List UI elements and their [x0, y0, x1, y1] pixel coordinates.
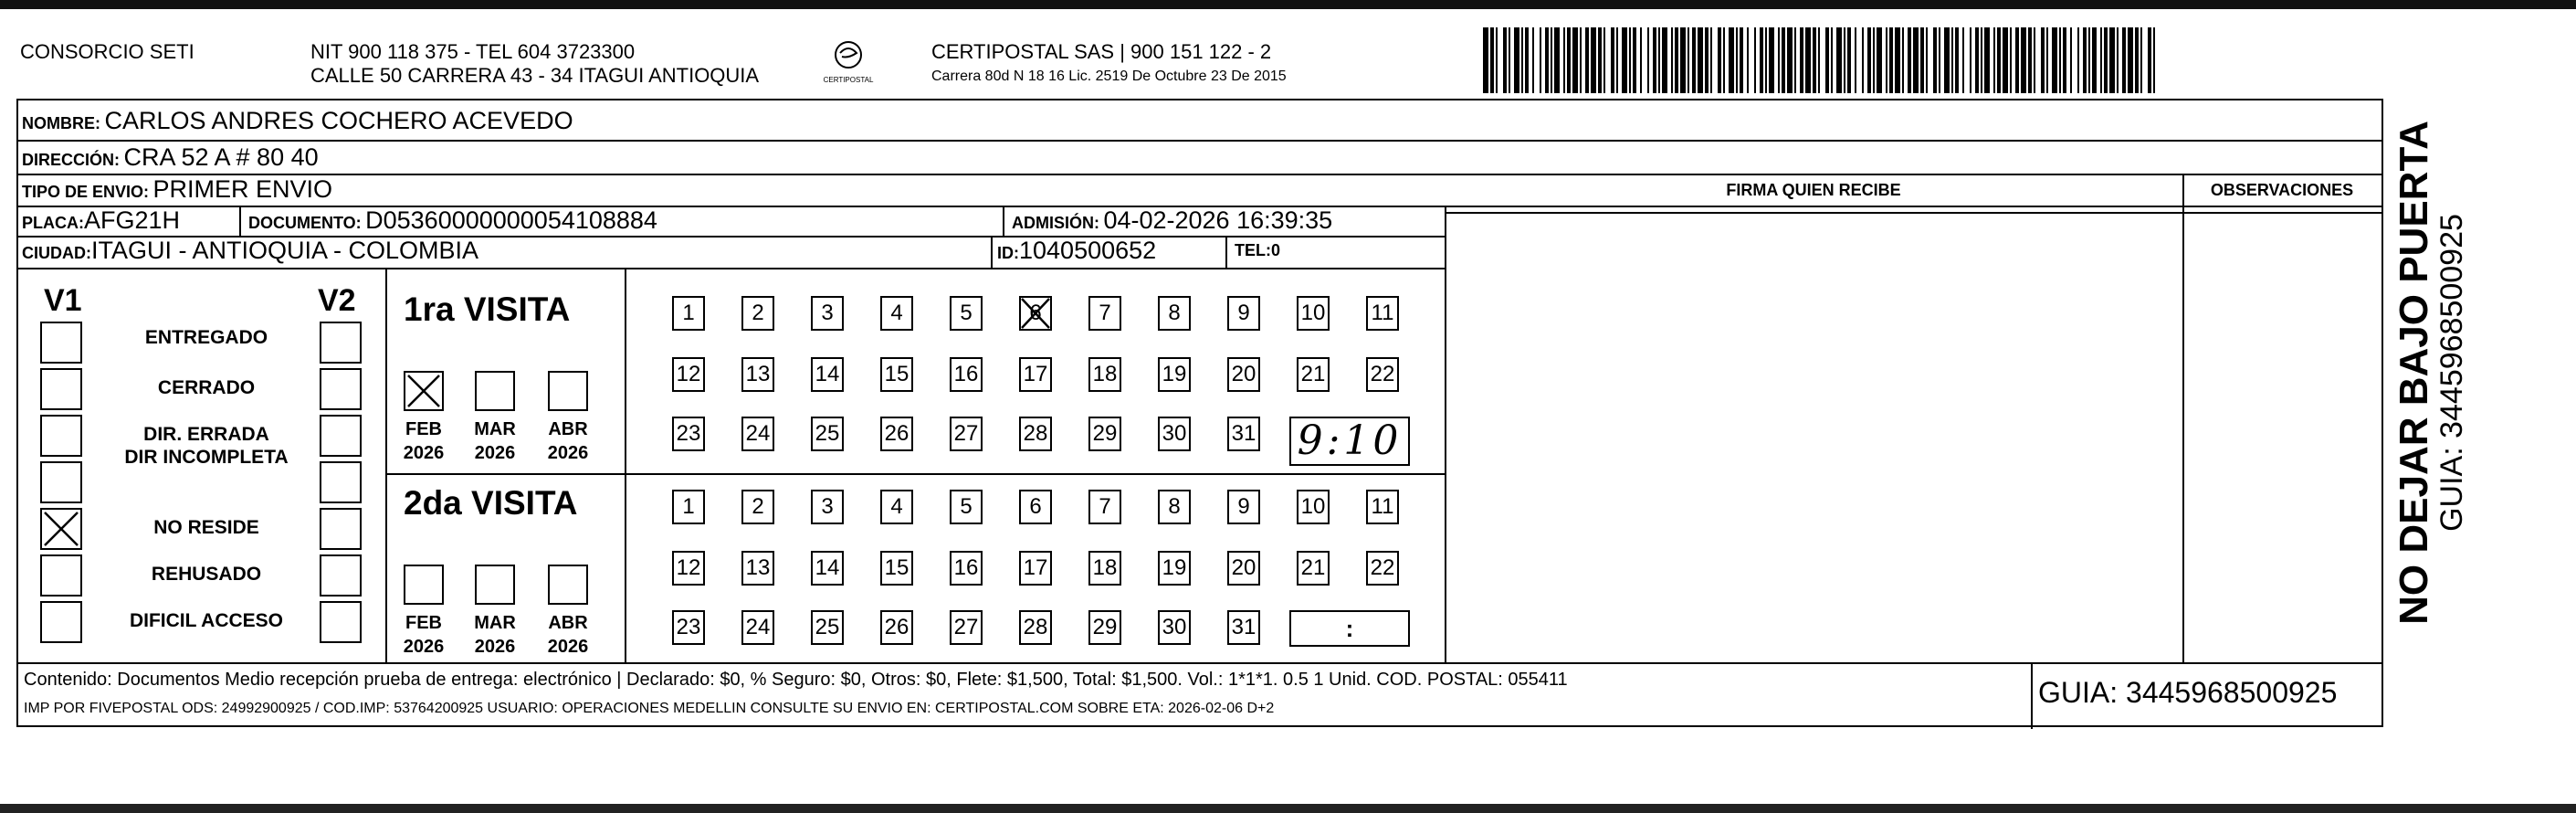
visit2-day-box[interactable]: 4: [880, 490, 913, 524]
visit2-day-box[interactable]: 27: [950, 610, 983, 645]
visit2-month-box[interactable]: [404, 565, 444, 605]
visit1-month-label: ABR: [548, 419, 588, 439]
visit1-day-box[interactable]: 13: [741, 357, 774, 392]
documento-label: DOCUMENTO:: [248, 214, 362, 232]
v2-header: V2: [318, 283, 356, 318]
visit1-day-box[interactable]: 8: [1158, 296, 1191, 331]
v2-checkbox[interactable]: [320, 601, 362, 643]
visit1-day-box[interactable]: 23: [672, 417, 705, 451]
nit-line: NIT 900 118 375 - TEL 604 3723300: [310, 40, 636, 63]
visit2-day-box[interactable]: 3: [811, 490, 844, 524]
visit1-day-box[interactable]: 26: [880, 417, 913, 451]
barcode: [1483, 27, 2159, 93]
side-guia-text: GUIA: 3445968500925: [2434, 214, 2469, 532]
visit1-day-box[interactable]: 22: [1366, 357, 1399, 392]
tipo-envio-label: TIPO DE ENVIO:: [22, 183, 150, 201]
visit1-day-box[interactable]: 2: [741, 296, 774, 331]
visit2-day-box[interactable]: 12: [672, 551, 705, 586]
no-dejar-text: NO DEJAR BAJO PUERTA: [2392, 121, 2436, 625]
visit2-day-box[interactable]: 29: [1088, 610, 1121, 645]
license-line: Carrera 80d N 18 16 Lic. 2519 De Octubre 23 De 2015: [931, 69, 1287, 84]
visit1-month-box[interactable]: [548, 371, 588, 411]
visit1-day-box[interactable]: 7: [1088, 296, 1121, 331]
admision-label: ADMISIÓN:: [1012, 214, 1099, 232]
visit1-day-box[interactable]: 25: [811, 417, 844, 451]
status-label: ENTREGADO: [144, 327, 268, 348]
footer-guia: GUIA: 3445968500925: [2038, 676, 2338, 709]
visit2-day-box[interactable]: 30: [1158, 610, 1191, 645]
v1-checkbox[interactable]: [40, 601, 82, 643]
visit1-day-box[interactable]: 14: [811, 357, 844, 392]
visit1-day-box[interactable]: 20: [1227, 357, 1260, 392]
status-label: DIR. ERRADA: [143, 424, 269, 445]
visit1-day-box[interactable]: 16: [950, 357, 983, 392]
visit2-day-box[interactable]: 31: [1227, 610, 1260, 645]
v1-checkbox[interactable]: [40, 322, 82, 364]
visit2-month-box[interactable]: [475, 565, 515, 605]
visit2-day-box[interactable]: 20: [1227, 551, 1260, 586]
visit2-day-box[interactable]: 17: [1019, 551, 1052, 586]
status-label: DIR INCOMPLETA: [124, 447, 289, 468]
bottom-border: [0, 804, 2576, 813]
v1-header: V1: [44, 283, 82, 318]
visit2-day-box[interactable]: 15: [880, 551, 913, 586]
visit2-month-year: 2026: [403, 637, 445, 657]
tel-label: TEL:: [1235, 241, 1271, 259]
visit1-time-box[interactable]: [1289, 417, 1410, 466]
visit1-day-box[interactable]: 21: [1297, 357, 1330, 392]
visit2-time-box[interactable]: [1289, 610, 1410, 647]
imp-text: IMP POR FIVEPOSTAL ODS: 24992900925 / COD.IMP: 53764200925 USUARIO: OPERACIONES MEDELLIN CONSULTE SU ENVIO EN: CERTIPOSTAL.COM SOBRE ETA: 2026-02-06 D+2: [24, 701, 1275, 716]
company-name: CONSORCIO SETI: [20, 40, 195, 63]
id-label: ID:: [997, 244, 1019, 262]
admision-value: 04-02-2026 16:39:35: [1103, 206, 1333, 234]
visit1-day-box[interactable]: 5: [950, 296, 983, 331]
visit2-day-box[interactable]: 26: [880, 610, 913, 645]
visit1-day-box[interactable]: 17: [1019, 357, 1052, 392]
visit2-day-box[interactable]: 23: [672, 610, 705, 645]
v1-checkbox[interactable]: [40, 368, 82, 410]
visit1-day-box[interactable]: 27: [950, 417, 983, 451]
v2-checkbox[interactable]: [320, 461, 362, 503]
visit1-day-box[interactable]: 6: [1019, 296, 1052, 331]
visit2-day-box[interactable]: 2: [741, 490, 774, 524]
v1-checkbox[interactable]: [40, 508, 82, 550]
visit2-day-box[interactable]: 7: [1088, 490, 1121, 524]
nombre-value: CARLOS ANDRES COCHERO ACEVEDO: [104, 107, 573, 134]
visit2-month-label: FEB: [405, 613, 442, 633]
direccion-label: DIRECCIÓN:: [22, 151, 120, 169]
visit2-day-box[interactable]: 13: [741, 551, 774, 586]
visit1-month-label: FEB: [405, 419, 442, 439]
visit2-day-box[interactable]: 16: [950, 551, 983, 586]
v1-checkbox[interactable]: [40, 554, 82, 597]
day-x-mark: [1019, 296, 1052, 340]
visit1-day-box[interactable]: 31: [1227, 417, 1260, 451]
visit2-month-box[interactable]: [548, 565, 588, 605]
ciudad-value: ITAGUI - ANTIOQUIA - COLOMBIA: [91, 237, 479, 264]
certipostal-logo: [816, 37, 880, 88]
visit1-day-box[interactable]: 15: [880, 357, 913, 392]
visit2-day-box[interactable]: 25: [811, 610, 844, 645]
logo-text: CERTIPOSTAL: [823, 76, 874, 84]
contenido-text: Contenido: Documentos Medio recepción prueba de entrega: electrónico | Declarado: $0, % Seguro: $0, Otros: $0, Flete: $1,500, Total: $1,500. Vol.: 1*1*1. 0.5 1 Unid. COD. POSTAL: 055411: [24, 670, 1568, 690]
visit2-month-year: 2026: [547, 637, 589, 657]
visit1-month-label: MAR: [474, 419, 516, 439]
placa-value: AFG21H: [84, 206, 181, 234]
visit2-day-box[interactable]: 6: [1019, 490, 1052, 524]
side-notice: [2391, 108, 2473, 638]
documento-value: D05360000000054108884: [365, 206, 657, 234]
placa-label: PLACA:: [22, 214, 84, 232]
visit2-day-box[interactable]: 14: [811, 551, 844, 586]
v2-checkbox[interactable]: [320, 368, 362, 410]
v2-checkbox[interactable]: [320, 322, 362, 364]
v2-checkbox[interactable]: [320, 508, 362, 550]
visit1-month-box[interactable]: [404, 371, 444, 411]
top-border: [0, 0, 2576, 9]
visit1-day-box[interactable]: 19: [1158, 357, 1191, 392]
visit2-month-year: 2026: [474, 637, 516, 657]
v1-checkbox[interactable]: [40, 461, 82, 503]
visit2-day-box[interactable]: 24: [741, 610, 774, 645]
observaciones-header: OBSERVACIONES: [2210, 181, 2354, 199]
nombre-label: NOMBRE:: [22, 114, 100, 132]
visit2-day-box[interactable]: 5: [950, 490, 983, 524]
visit1-day-box[interactable]: 28: [1019, 417, 1052, 451]
visit1-day-box[interactable]: 3: [811, 296, 844, 331]
visit1-day-box[interactable]: 12: [672, 357, 705, 392]
v2-checkbox[interactable]: [320, 415, 362, 457]
firma-header: FIRMA QUIEN RECIBE: [1726, 181, 1901, 199]
visit2-day-box[interactable]: 21: [1297, 551, 1330, 586]
visit1-day-box[interactable]: 29: [1088, 417, 1121, 451]
visit2-title: 2da VISITA: [404, 484, 578, 522]
visit2-day-box[interactable]: 1: [672, 490, 705, 524]
visit1-time: 9:10: [1297, 417, 1403, 464]
status-label: NO RESIDE: [153, 517, 259, 538]
visit1-day-box[interactable]: 24: [741, 417, 774, 451]
visit2-day-box[interactable]: 18: [1088, 551, 1121, 586]
direccion-value: CRA 52 A # 80 40: [123, 143, 319, 171]
visit1-month-year: 2026: [547, 443, 589, 463]
visit1-day-box[interactable]: 11: [1366, 296, 1399, 331]
visit1-day-box[interactable]: 1: [672, 296, 705, 331]
visit2-month-label: MAR: [474, 613, 516, 633]
visit1-month-year: 2026: [474, 443, 516, 463]
address-line: CALLE 50 CARRERA 43 - 34 ITAGUI ANTIOQUIA: [310, 64, 760, 87]
v1-checkbox[interactable]: [40, 415, 82, 457]
status-label: REHUSADO: [151, 564, 262, 585]
visit1-day-box[interactable]: 18: [1088, 357, 1121, 392]
visit2-day-box[interactable]: 11: [1366, 490, 1399, 524]
visit2-day-box[interactable]: 8: [1158, 490, 1191, 524]
visit2-day-box[interactable]: 22: [1366, 551, 1399, 586]
status-label: DIFICIL ACCESO: [129, 610, 283, 631]
visit1-month-year: 2026: [403, 443, 445, 463]
ciudad-label: CIUDAD:: [22, 244, 91, 262]
visit1-title: 1ra VISITA: [404, 290, 571, 328]
visit1-day-box[interactable]: 4: [880, 296, 913, 331]
certipostal-line: CERTIPOSTAL SAS | 900 151 122 - 2: [931, 40, 1272, 63]
visit2-time: :: [1345, 615, 1354, 642]
visit2-day-box[interactable]: 19: [1158, 551, 1191, 586]
visit2-day-box[interactable]: 9: [1227, 490, 1260, 524]
visit2-month-label: ABR: [548, 613, 588, 633]
visit2-day-box[interactable]: 28: [1019, 610, 1052, 645]
tel-value: 0: [1271, 241, 1281, 259]
visit2-day-box[interactable]: 10: [1297, 490, 1330, 524]
visit1-month-box[interactable]: [475, 371, 515, 411]
tipo-envio-value: PRIMER ENVIO: [152, 175, 333, 203]
status-label: CERRADO: [157, 377, 256, 398]
visit1-day-box[interactable]: 30: [1158, 417, 1191, 451]
v2-checkbox[interactable]: [320, 554, 362, 597]
id-value: 1040500652: [1019, 237, 1157, 264]
visit1-day-box[interactable]: 10: [1297, 296, 1330, 331]
visit1-day-box[interactable]: 9: [1227, 296, 1260, 331]
